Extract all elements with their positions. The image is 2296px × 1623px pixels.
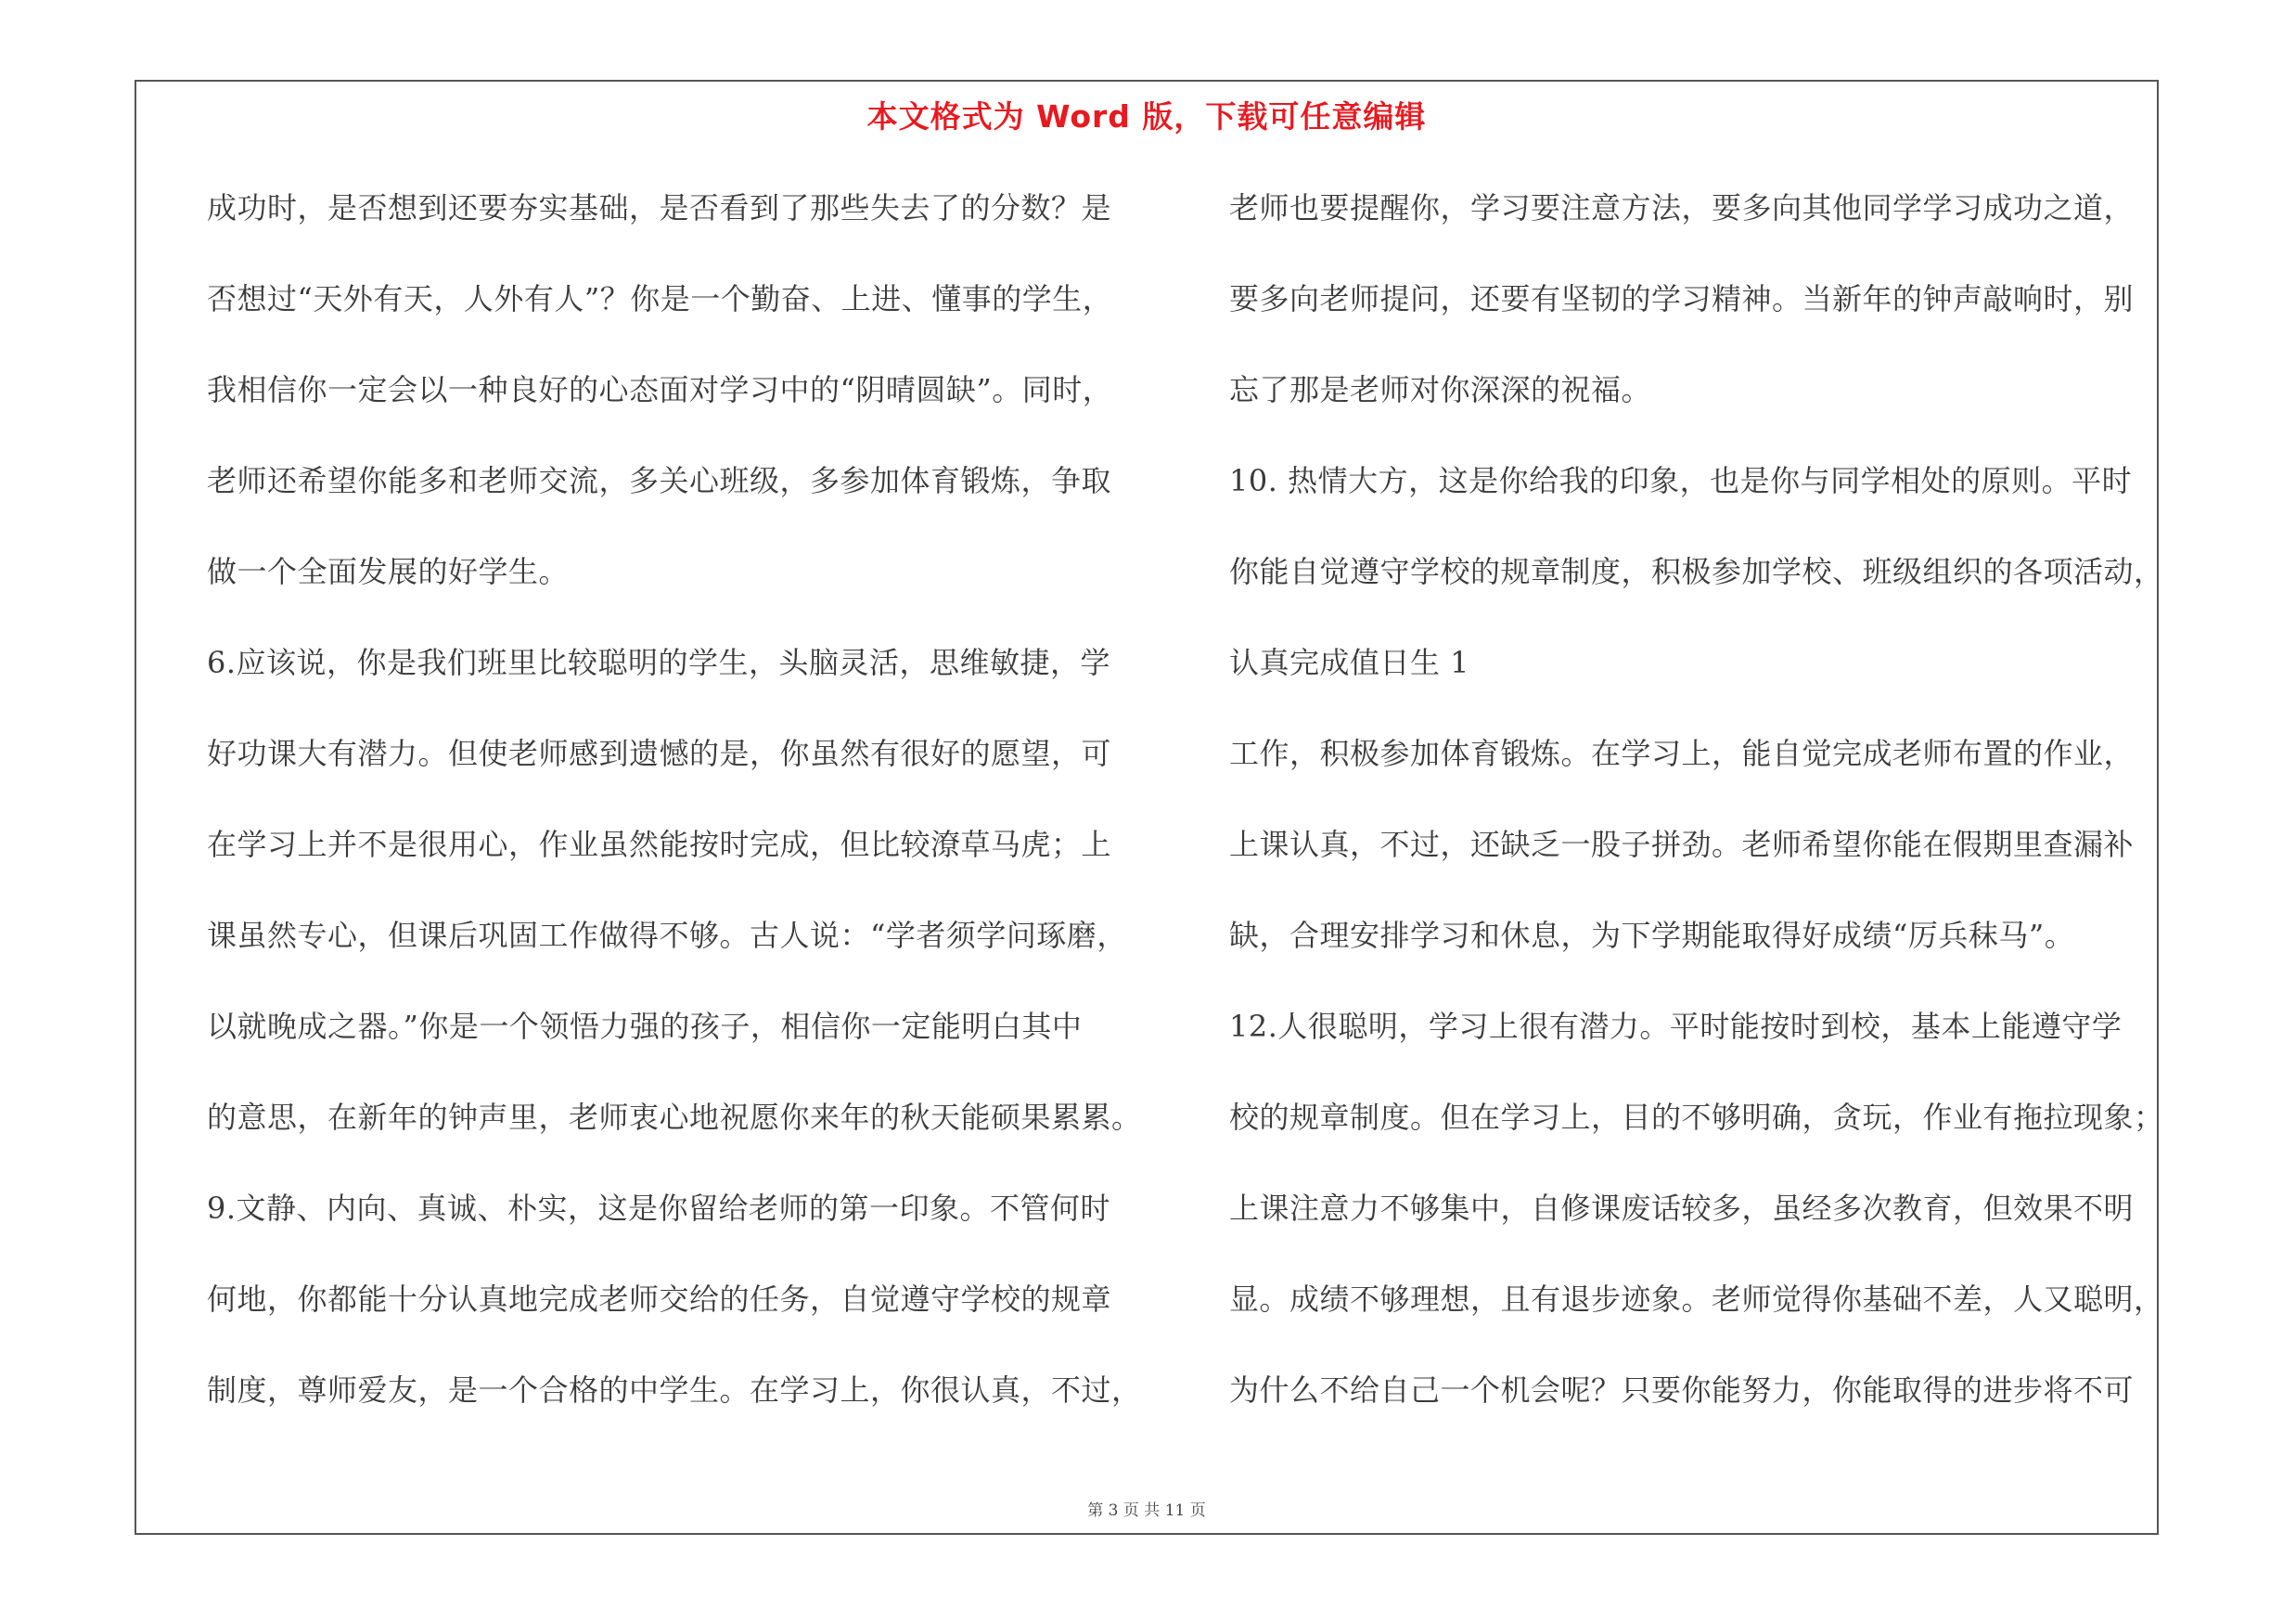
page-frame [135, 80, 2164, 1535]
text-line: 12.人很聪明，学习上很有潜力。平时能按时到校，基本上能遵守学 [1229, 1009, 2123, 1044]
text-line: 工作，积极参加体育锻炼。在学习上，能自觉完成老师布置的作业， [1229, 736, 2135, 771]
text-line: 以就晚成之器。”你是一个领悟力强的孩子，相信你一定能明白其中 [207, 1009, 1083, 1044]
text-line: 忘了那是老师对你深深的祝福。 [1229, 372, 1652, 407]
text-line: 制度，尊师爱友，是一个合格的中学生。在学习上，你很认真，不过， [207, 1372, 1142, 1408]
text-line: 显。成绩不够理想，且有退步迹象。老师觉得你基础不差，人又聪明， [1229, 1282, 2164, 1317]
text-line: 10. 热情大方，这是你给我的印象，也是你与同学相处的原则。平时 [1229, 463, 2133, 498]
text-line: 为什么不给自己一个机会呢？只要你能努力，你能取得的进步将不可 [1229, 1372, 2135, 1408]
text-line: 成功时，是否想到还要夯实基础，是否看到了那些失去了的分数？是 [207, 190, 1112, 225]
text-line: 老师也要提醒你，学习要注意方法，要多向其他同学学习成功之道， [1229, 190, 2135, 225]
text-line: 何地，你都能十分认真地完成老师交给的任务，自觉遵守学校的规章 [207, 1282, 1112, 1317]
text-line: 否想过“天外有天，人外有人”？你是一个勤奋、上进、懂事的学生， [207, 281, 1113, 316]
document-banner: 本文格式为 Word 版，下载可任意编辑 [866, 98, 1427, 135]
text-line: 缺，合理安排学习和休息，为下学期能取得好成绩“厉兵秣马”。 [1229, 918, 2075, 953]
text-line: 的意思，在新年的钟声里，老师衷心地祝愿你来年的秋天能硕果累累。 [207, 1100, 1142, 1135]
text-line: 在学习上并不是很用心，作业虽然能按时完成，但比较潦草马虎；上 [207, 827, 1112, 862]
text-line: 课虽然专心，但课后巩固工作做得不够。古人说：“学者须学问琢磨， [207, 918, 1127, 953]
text-line: 上课注意力不够集中，自修课废话较多，虽经多次教育，但效果不明 [1229, 1191, 2135, 1226]
text-line: 上课认真，不过，还缺乏一股子拼劲。老师希望你能在假期里查漏补 [1229, 827, 2135, 862]
text-line: 好功课大有潜力。但使老师感到遗憾的是，你虽然有很好的愿望，可 [207, 736, 1112, 771]
text-line: 认真完成值日生 1 [1229, 645, 1470, 680]
text-line: 老师还希望你能多和老师交流，多关心班级，多参加体育锻炼，争取 [207, 463, 1112, 498]
text-line: 9.文静、内向、真诚、朴实，这是你留给老师的第一印象。不管何时 [207, 1191, 1111, 1226]
text-line: 校的规章制度。但在学习上，目的不够明确，贪玩，作业有拖拉现象； [1229, 1100, 2164, 1135]
page-number: 第 3 页 共 11 页 [1087, 1501, 1206, 1520]
text-line: 做一个全面发展的好学生。 [207, 554, 570, 589]
text-line: 你能自觉遵守学校的规章制度，积极参加学校、班级组织的各项活动， [1229, 554, 2164, 589]
text-line: 要多向老师提问，还要有坚韧的学习精神。当新年的钟声敲响时，别 [1229, 281, 2135, 316]
text-line: 6.应该说，你是我们班里比较聪明的学生，头脑灵活，思维敏捷，学 [207, 645, 1111, 680]
text-line: 我相信你一定会以一种良好的心态面对学习中的“阴晴圆缺”。同时， [207, 372, 1113, 407]
